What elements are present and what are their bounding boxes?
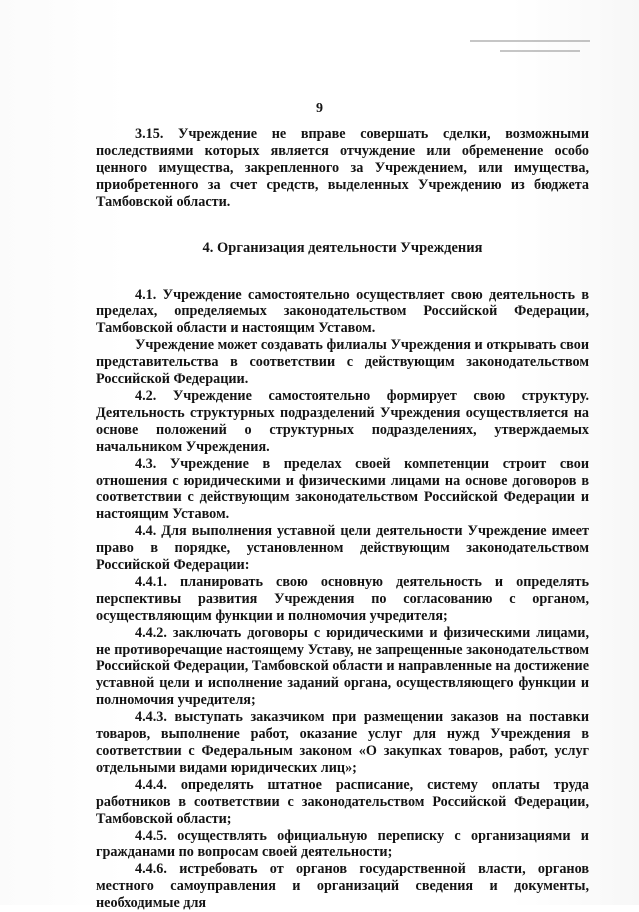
document-body — [96, 126, 589, 912]
paragraph-4-4-1: 4.4.1. планировать свою основную деятельность и определять перспективы развития Учреждения по согласованию с органом, осуществляющим функции и полномочия учредителя; — [96, 573, 589, 624]
paragraph-4-4-4: 4.4.4. определять штатное расписание, систему оплаты труда работников в соответствии с законодательством Российской Федерации, Тамбовской области; — [96, 776, 589, 827]
paragraph-branches: Учреждение может создавать филиалы Учреждения и открывать свои представительства в соответствии с действующим законодательством Российской Федерации. — [96, 337, 589, 388]
section-heading: 4. Организация деятельности Учреждения — [202, 239, 483, 256]
scan-artifact — [500, 50, 580, 52]
paragraph-4-2: 4.2. Учреждение самостоятельно формирует свою структуру. Деятельность структурных подразделений Учреждения осуществляется на основе положений о структурных подразделениях, утверждаемых начальником Учреждения. — [96, 387, 589, 455]
page-number: 9 — [316, 101, 323, 116]
paragraph-4-4-2: 4.4.2. заключать договоры с юридическими и физическими лицами, не противоречащие настоящему Уставу, не запрещенные законодательством Российской Федерации, Тамбовской области и направленные на достижение уставной цели и исполнение заданий органа, осуществляющего функции и полномочия учредителя; — [96, 624, 589, 709]
paragraph-4-4-5: 4.4.5. осуществлять официальную переписку с организациями и гражданами по вопросам своей деятельности; — [96, 827, 589, 861]
paragraph-3-15: 3.15. Учреждение не вправе совершать сделки, возможными последствиями которых является отчуждение или обременение особо ценного имущества, закрепленного за Учреждением, или имущества, приобретенного за счет средств, выделенных Учреждению из бюджета Тамбовской области. — [96, 126, 589, 210]
paragraph-4-4: 4.4. Для выполнения уставной цели деятельности Учреждение имеет право в порядке, установленном действующим законодательством Российской Федерации: — [96, 523, 589, 574]
paragraph-4-1: 4.1. Учреждение самостоятельно осуществляет свою деятельность в пределах, определяемых законодательством Российской Федерации, Тамбовской области и настоящим Уставом. — [96, 286, 589, 337]
paragraph-4-4-6: 4.4.6. истребовать от органов государственной власти, органов местного самоуправления и организаций сведения и документы, необходимые для — [96, 861, 589, 912]
scan-artifact — [470, 40, 590, 42]
paragraph-4-4-3: 4.4.3. выступать заказчиком при размещении заказов на поставки товаров, выполнение работ, оказание услуг для нужд Учреждения в соответствии с Федеральным законом «О закупках товаров, работ, услуг отдельными видами юридических лиц»; — [96, 709, 589, 776]
paragraph-4-3: 4.3. Учреждение в пределах своей компетенции строит свои отношения с юридическими и физическими лицами на основе договоров в соответствии с действующим законодательством Российской Федерации и настоящим Уставом. — [96, 455, 589, 523]
